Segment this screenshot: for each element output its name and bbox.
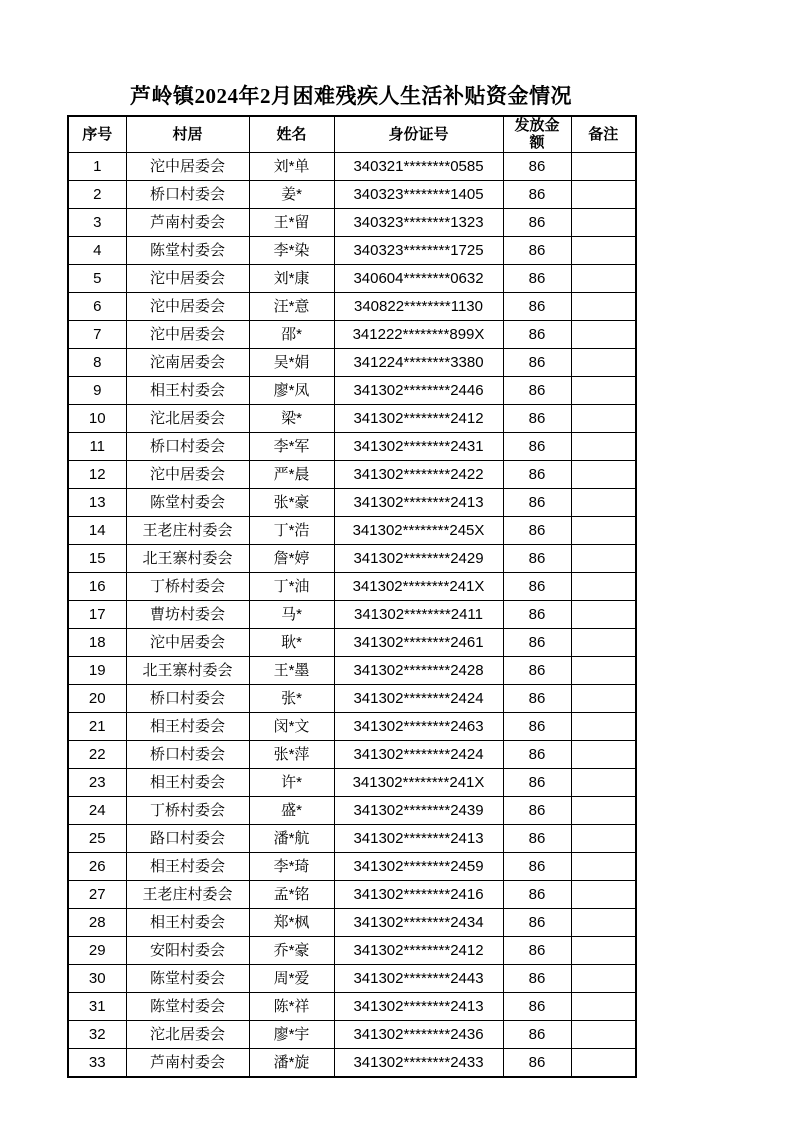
- cell-name: 李*琦: [249, 852, 334, 880]
- cell-id-number: 341302********2436: [334, 1020, 503, 1048]
- page-title: 芦岭镇2024年2月困难残疾人生活补贴资金情况: [130, 84, 572, 108]
- cell-amount: 86: [503, 264, 571, 292]
- cell-note: [571, 236, 636, 264]
- table-row: [68, 488, 636, 516]
- cell-note: [571, 712, 636, 740]
- cell-note: [571, 796, 636, 824]
- table-row: [68, 544, 636, 572]
- cell-id-number: 341302********2431: [334, 432, 503, 460]
- table-row: [68, 1020, 636, 1048]
- cell-id-number: 341302********245X: [334, 516, 503, 544]
- cell-amount: 86: [503, 488, 571, 516]
- cell-amount: 86: [503, 432, 571, 460]
- cell-serial-number: 27: [68, 880, 126, 908]
- cell-note: [571, 908, 636, 936]
- cell-amount: 86: [503, 992, 571, 1020]
- cell-name: 王*留: [249, 208, 334, 236]
- cell-amount: 86: [503, 824, 571, 852]
- cell-village: 沱中居委会: [126, 292, 249, 320]
- cell-note: [571, 684, 636, 712]
- cell-serial-number: 12: [68, 460, 126, 488]
- cell-serial-number: 22: [68, 740, 126, 768]
- cell-amount: 86: [503, 516, 571, 544]
- cell-serial-number: 9: [68, 376, 126, 404]
- cell-serial-number: 18: [68, 628, 126, 656]
- cell-serial-number: 26: [68, 852, 126, 880]
- cell-amount: 86: [503, 880, 571, 908]
- cell-amount: 86: [503, 684, 571, 712]
- cell-village: 相王村委会: [126, 712, 249, 740]
- cell-village: 王老庄村委会: [126, 880, 249, 908]
- cell-village: 桥口村委会: [126, 180, 249, 208]
- cell-id-number: 340323********1323: [334, 208, 503, 236]
- cell-note: [571, 404, 636, 432]
- header-amount-label: 发放金额: [514, 117, 560, 152]
- cell-note: [571, 516, 636, 544]
- table-row: [68, 208, 636, 236]
- cell-village: 桥口村委会: [126, 740, 249, 768]
- cell-id-number: 341302********2411: [334, 600, 503, 628]
- cell-note: [571, 852, 636, 880]
- cell-village: 王老庄村委会: [126, 516, 249, 544]
- cell-note: [571, 1048, 636, 1077]
- table-row: [68, 180, 636, 208]
- table-row: [68, 740, 636, 768]
- cell-name: 李*染: [249, 236, 334, 264]
- cell-amount: 86: [503, 712, 571, 740]
- cell-serial-number: 7: [68, 320, 126, 348]
- cell-village: 沱北居委会: [126, 404, 249, 432]
- cell-name: 梁*: [249, 404, 334, 432]
- cell-village: 丁桥村委会: [126, 572, 249, 600]
- cell-serial-number: 14: [68, 516, 126, 544]
- header-village: [126, 116, 249, 152]
- cell-name: 耿*: [249, 628, 334, 656]
- cell-note: [571, 488, 636, 516]
- cell-amount: 86: [503, 180, 571, 208]
- cell-village: 北王寨村委会: [126, 544, 249, 572]
- cell-note: [571, 656, 636, 684]
- cell-village: 北王寨村委会: [126, 656, 249, 684]
- cell-village: 芦南村委会: [126, 1048, 249, 1077]
- cell-id-number: 341222********899X: [334, 320, 503, 348]
- header-id-number: [334, 116, 503, 152]
- cell-id-number: 341302********2446: [334, 376, 503, 404]
- table-row: [68, 796, 636, 824]
- header-name-label: 姓名: [276, 125, 307, 143]
- cell-serial-number: 33: [68, 1048, 126, 1077]
- cell-serial-number: 21: [68, 712, 126, 740]
- cell-serial-number: 25: [68, 824, 126, 852]
- table-row: [68, 684, 636, 712]
- cell-id-number: 340604********0632: [334, 264, 503, 292]
- cell-note: [571, 152, 636, 180]
- cell-serial-number: 1: [68, 152, 126, 180]
- cell-serial-number: 19: [68, 656, 126, 684]
- cell-id-number: 340822********1130: [334, 292, 503, 320]
- table-row: [68, 1048, 636, 1077]
- cell-village: 沱中居委会: [126, 152, 249, 180]
- cell-id-number: 341224********3380: [334, 348, 503, 376]
- cell-name: 陈*祥: [249, 992, 334, 1020]
- cell-amount: 86: [503, 236, 571, 264]
- cell-note: [571, 460, 636, 488]
- cell-name: 盛*: [249, 796, 334, 824]
- cell-village: 路口村委会: [126, 824, 249, 852]
- cell-note: [571, 992, 636, 1020]
- cell-name: 姜*: [249, 180, 334, 208]
- cell-village: 沱中居委会: [126, 264, 249, 292]
- cell-amount: 86: [503, 572, 571, 600]
- table-row: [68, 376, 636, 404]
- cell-serial-number: 28: [68, 908, 126, 936]
- cell-id-number: 341302********2413: [334, 488, 503, 516]
- cell-name: 潘*航: [249, 824, 334, 852]
- cell-amount: 86: [503, 852, 571, 880]
- cell-id-number: 341302********2416: [334, 880, 503, 908]
- cell-name: 刘*单: [249, 152, 334, 180]
- table-row: [68, 852, 636, 880]
- cell-name: 汪*意: [249, 292, 334, 320]
- cell-serial-number: 11: [68, 432, 126, 460]
- cell-serial-number: 13: [68, 488, 126, 516]
- cell-id-number: 340323********1405: [334, 180, 503, 208]
- cell-amount: 86: [503, 740, 571, 768]
- cell-id-number: 341302********2413: [334, 992, 503, 1020]
- cell-amount: 86: [503, 404, 571, 432]
- header-amount: [503, 116, 571, 152]
- cell-name: 张*萍: [249, 740, 334, 768]
- cell-serial-number: 2: [68, 180, 126, 208]
- table-row: [68, 908, 636, 936]
- header-serial-number-label: 序号: [82, 125, 113, 143]
- cell-name: 严*晨: [249, 460, 334, 488]
- cell-note: [571, 208, 636, 236]
- table-row: [68, 264, 636, 292]
- cell-id-number: 341302********2429: [334, 544, 503, 572]
- cell-note: [571, 628, 636, 656]
- cell-village: 曹坊村委会: [126, 600, 249, 628]
- header-note-label: 备注: [588, 125, 619, 143]
- table-row: [68, 348, 636, 376]
- cell-name: 王*墨: [249, 656, 334, 684]
- cell-note: [571, 936, 636, 964]
- table-row: [68, 712, 636, 740]
- cell-serial-number: 5: [68, 264, 126, 292]
- cell-village: 沱中居委会: [126, 628, 249, 656]
- cell-village: 相王村委会: [126, 768, 249, 796]
- cell-id-number: 340323********1725: [334, 236, 503, 264]
- table-row: [68, 880, 636, 908]
- cell-name: 孟*铭: [249, 880, 334, 908]
- cell-village: 芦南村委会: [126, 208, 249, 236]
- header-id-number-label: 身份证号: [388, 125, 449, 143]
- cell-id-number: 341302********2428: [334, 656, 503, 684]
- cell-name: 张*: [249, 684, 334, 712]
- cell-amount: 86: [503, 208, 571, 236]
- cell-serial-number: 10: [68, 404, 126, 432]
- cell-village: 相王村委会: [126, 376, 249, 404]
- cell-note: [571, 768, 636, 796]
- cell-name: 詹*婷: [249, 544, 334, 572]
- cell-serial-number: 29: [68, 936, 126, 964]
- cell-name: 廖*宇: [249, 1020, 334, 1048]
- cell-village: 相王村委会: [126, 852, 249, 880]
- cell-id-number: 341302********2459: [334, 852, 503, 880]
- cell-id-number: 341302********2461: [334, 628, 503, 656]
- cell-id-number: 341302********2413: [334, 824, 503, 852]
- cell-id-number: 341302********2412: [334, 936, 503, 964]
- cell-name: 李*军: [249, 432, 334, 460]
- cell-amount: 86: [503, 544, 571, 572]
- table-header: [68, 116, 636, 152]
- cell-note: [571, 740, 636, 768]
- cell-serial-number: 30: [68, 964, 126, 992]
- cell-amount: 86: [503, 964, 571, 992]
- cell-note: [571, 348, 636, 376]
- cell-village: 陈堂村委会: [126, 992, 249, 1020]
- cell-serial-number: 32: [68, 1020, 126, 1048]
- cell-amount: 86: [503, 320, 571, 348]
- cell-serial-number: 15: [68, 544, 126, 572]
- cell-id-number: 341302********2422: [334, 460, 503, 488]
- cell-serial-number: 17: [68, 600, 126, 628]
- table-row: [68, 432, 636, 460]
- cell-id-number: 341302********2412: [334, 404, 503, 432]
- cell-name: 丁*浩: [249, 516, 334, 544]
- cell-name: 乔*豪: [249, 936, 334, 964]
- header-village-label: 村居: [172, 125, 203, 143]
- table-row: [68, 152, 636, 180]
- cell-id-number: 341302********2443: [334, 964, 503, 992]
- cell-id-number: 341302********2424: [334, 684, 503, 712]
- table-row: [68, 628, 636, 656]
- cell-village: 丁桥村委会: [126, 796, 249, 824]
- cell-name: 邵*: [249, 320, 334, 348]
- cell-name: 马*: [249, 600, 334, 628]
- table-row: [68, 964, 636, 992]
- cell-serial-number: 20: [68, 684, 126, 712]
- table-row: [68, 516, 636, 544]
- cell-serial-number: 8: [68, 348, 126, 376]
- cell-amount: 86: [503, 376, 571, 404]
- cell-name: 廖*凤: [249, 376, 334, 404]
- table-row: [68, 936, 636, 964]
- cell-amount: 86: [503, 348, 571, 376]
- cell-id-number: 341302********2433: [334, 1048, 503, 1077]
- cell-note: [571, 964, 636, 992]
- cell-id-number: 340321********0585: [334, 152, 503, 180]
- table-row: [68, 404, 636, 432]
- cell-id-number: 341302********241X: [334, 768, 503, 796]
- cell-serial-number: 23: [68, 768, 126, 796]
- cell-amount: 86: [503, 460, 571, 488]
- cell-id-number: 341302********2434: [334, 908, 503, 936]
- cell-village: 沱北居委会: [126, 1020, 249, 1048]
- table-row: [68, 992, 636, 1020]
- cell-amount: 86: [503, 768, 571, 796]
- cell-note: [571, 320, 636, 348]
- cell-serial-number: 16: [68, 572, 126, 600]
- header-serial-number: [68, 116, 126, 152]
- cell-note: [571, 572, 636, 600]
- header-row: [68, 116, 636, 152]
- table-row: [68, 292, 636, 320]
- cell-note: [571, 376, 636, 404]
- cell-name: 闵*文: [249, 712, 334, 740]
- cell-note: [571, 1020, 636, 1048]
- cell-id-number: 341302********2424: [334, 740, 503, 768]
- cell-id-number: 341302********2463: [334, 712, 503, 740]
- table-row: [68, 236, 636, 264]
- table-row: [68, 600, 636, 628]
- cell-serial-number: 3: [68, 208, 126, 236]
- cell-note: [571, 264, 636, 292]
- table-row: [68, 572, 636, 600]
- cell-village: 沱中居委会: [126, 460, 249, 488]
- cell-village: 桥口村委会: [126, 432, 249, 460]
- cell-village: 桥口村委会: [126, 684, 249, 712]
- cell-note: [571, 544, 636, 572]
- cell-amount: 86: [503, 152, 571, 180]
- cell-amount: 86: [503, 1048, 571, 1077]
- cell-serial-number: 6: [68, 292, 126, 320]
- cell-note: [571, 880, 636, 908]
- header-note: [571, 116, 636, 152]
- cell-serial-number: 4: [68, 236, 126, 264]
- cell-village: 安阳村委会: [126, 936, 249, 964]
- cell-amount: 86: [503, 908, 571, 936]
- table-row: [68, 320, 636, 348]
- cell-village: 陈堂村委会: [126, 488, 249, 516]
- cell-id-number: 341302********241X: [334, 572, 503, 600]
- cell-name: 郑*枫: [249, 908, 334, 936]
- table-row: [68, 768, 636, 796]
- cell-amount: 86: [503, 796, 571, 824]
- header-name: [249, 116, 334, 152]
- cell-note: [571, 180, 636, 208]
- cell-amount: 86: [503, 936, 571, 964]
- cell-amount: 86: [503, 600, 571, 628]
- cell-village: 沱南居委会: [126, 348, 249, 376]
- cell-id-number: 341302********2439: [334, 796, 503, 824]
- cell-name: 许*: [249, 768, 334, 796]
- cell-village: 陈堂村委会: [126, 236, 249, 264]
- cell-note: [571, 292, 636, 320]
- subsidy-table: [67, 115, 637, 1078]
- cell-village: 沱中居委会: [126, 320, 249, 348]
- cell-name: 丁*油: [249, 572, 334, 600]
- cell-name: 张*豪: [249, 488, 334, 516]
- cell-village: 相王村委会: [126, 908, 249, 936]
- table-row: [68, 460, 636, 488]
- cell-name: 潘*旋: [249, 1048, 334, 1077]
- cell-name: 吴*娟: [249, 348, 334, 376]
- cell-serial-number: 31: [68, 992, 126, 1020]
- cell-amount: 86: [503, 1020, 571, 1048]
- cell-amount: 86: [503, 292, 571, 320]
- cell-note: [571, 824, 636, 852]
- cell-amount: 86: [503, 628, 571, 656]
- cell-serial-number: 24: [68, 796, 126, 824]
- cell-note: [571, 600, 636, 628]
- table-row: [68, 824, 636, 852]
- cell-amount: 86: [503, 656, 571, 684]
- cell-note: [571, 432, 636, 460]
- cell-name: 周*爱: [249, 964, 334, 992]
- table-row: [68, 656, 636, 684]
- cell-name: 刘*康: [249, 264, 334, 292]
- table-body: [68, 152, 636, 1077]
- cell-village: 陈堂村委会: [126, 964, 249, 992]
